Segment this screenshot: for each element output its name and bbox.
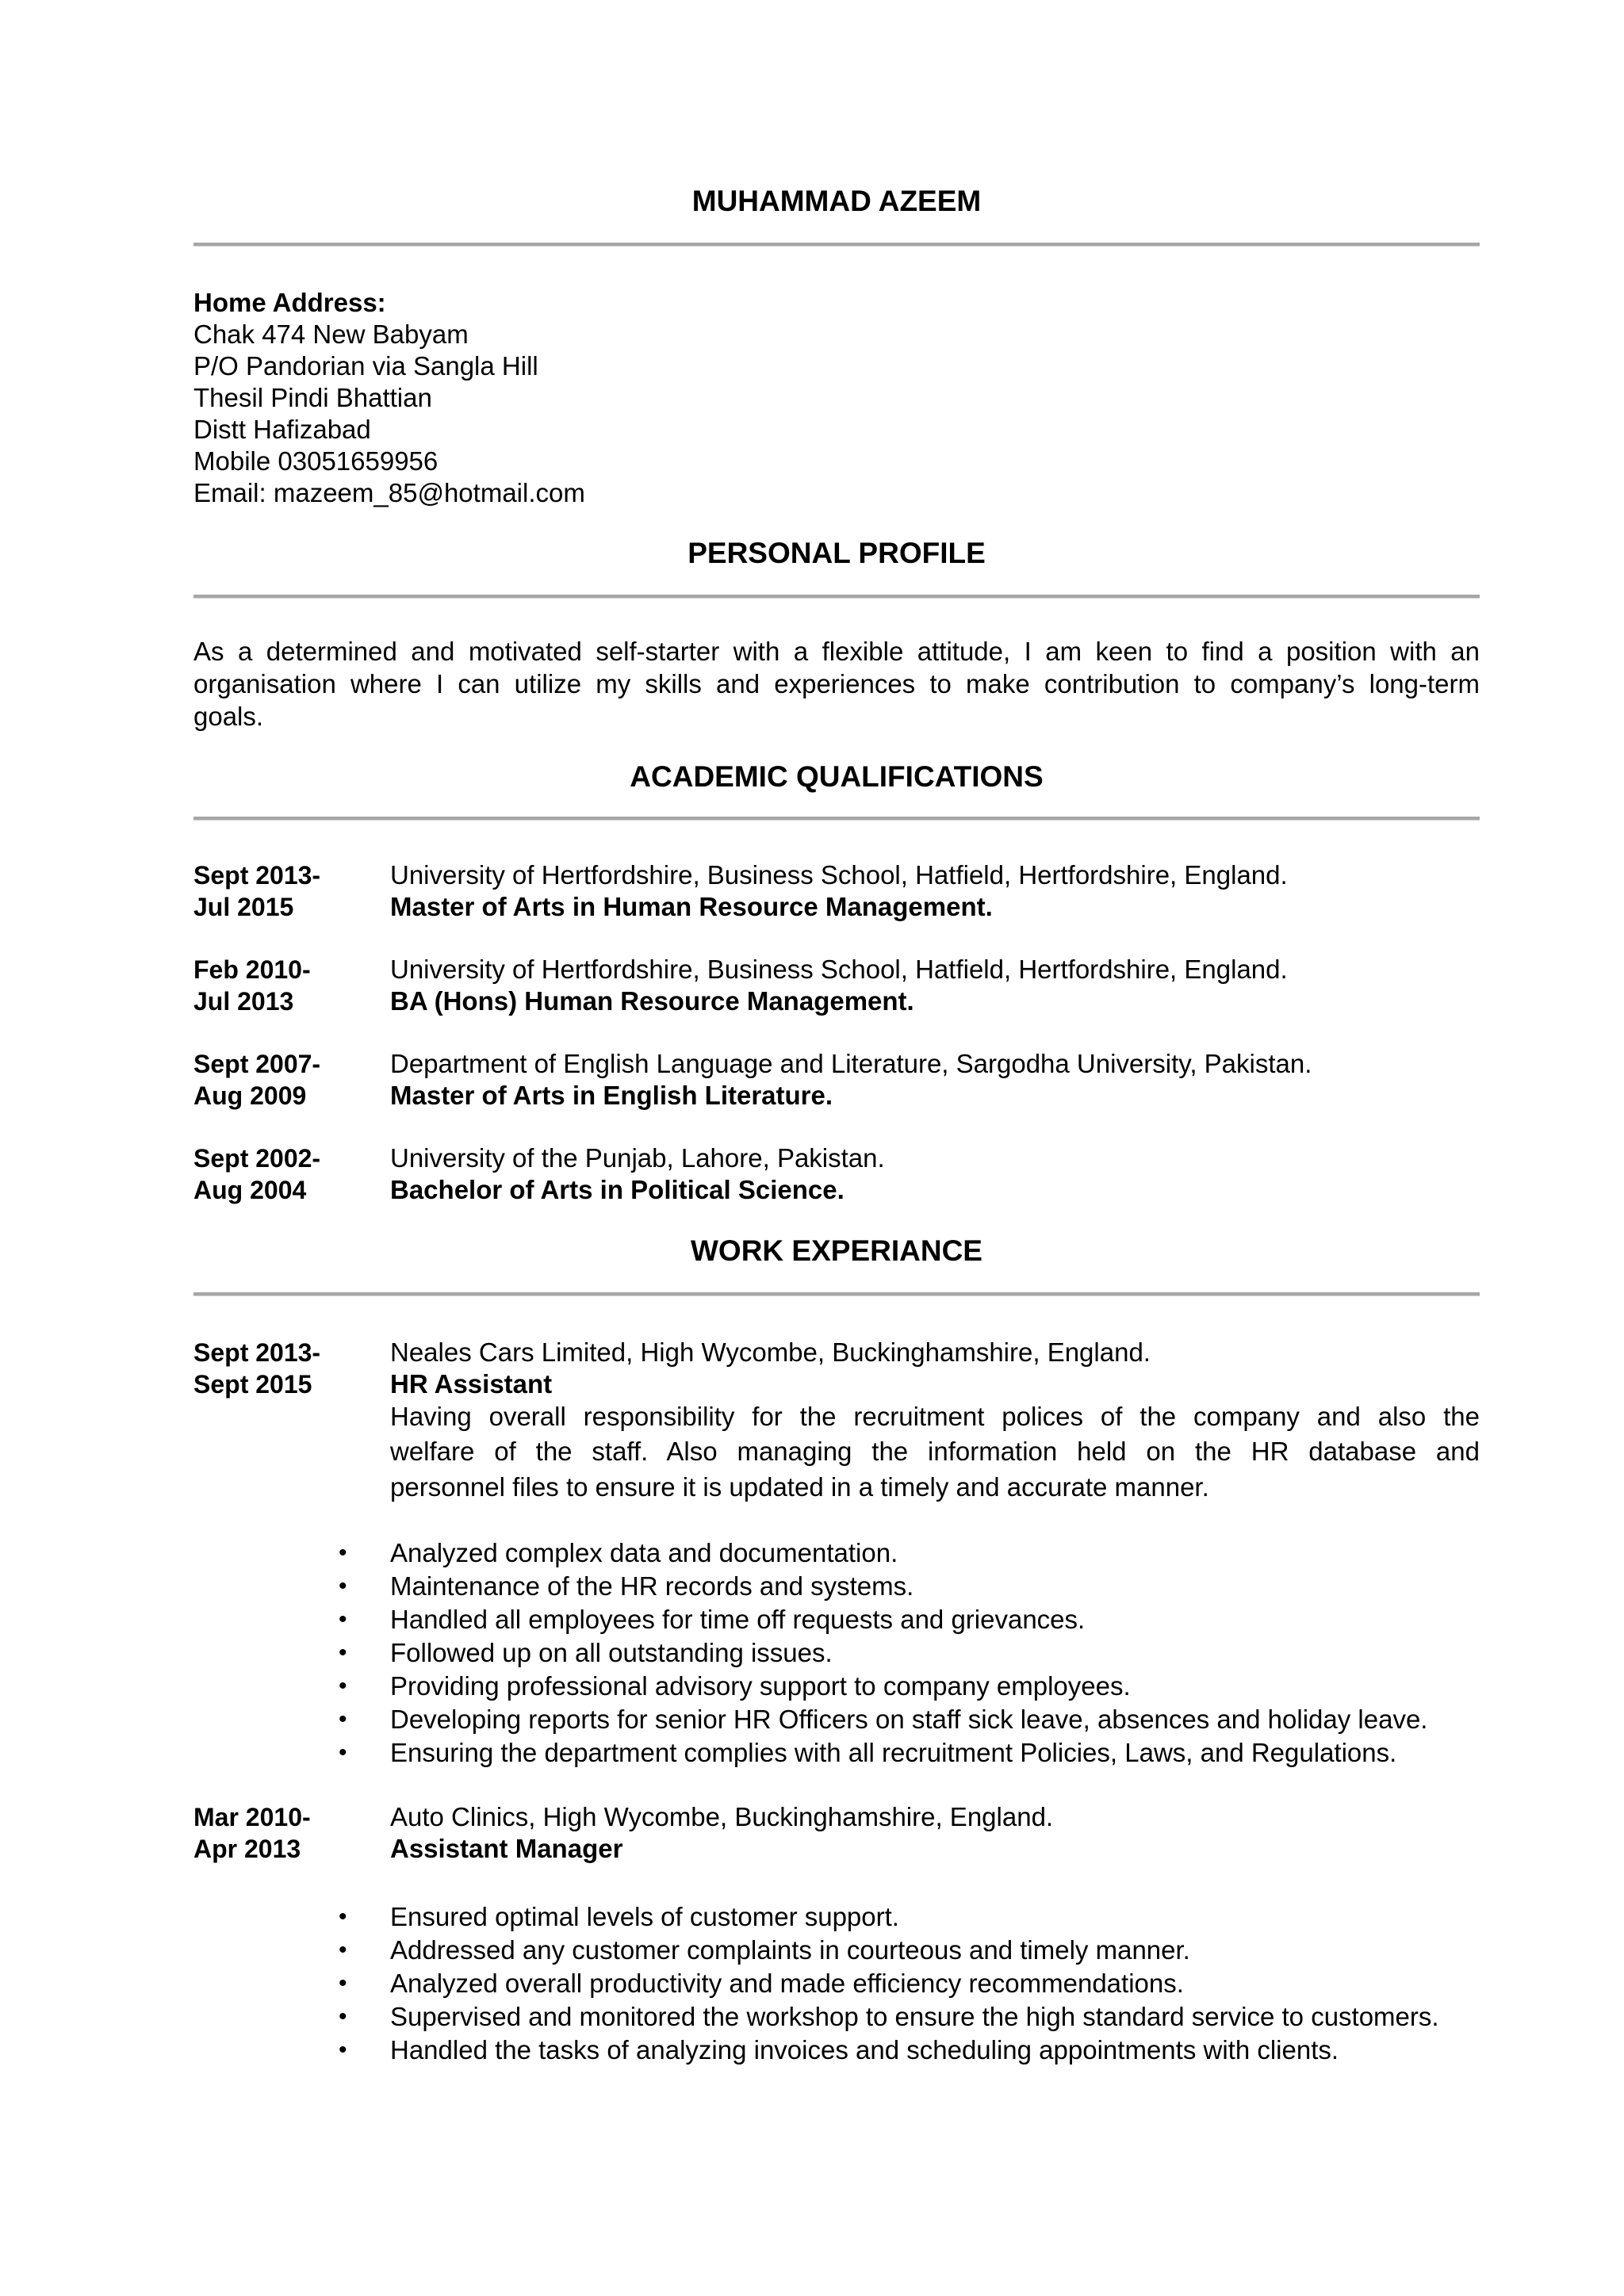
job-company: Auto Clinics, High Wycombe, Buckinghamshire, England. (390, 1802, 1054, 1831)
qualification-start-date: Sept 2002- (193, 1144, 321, 1173)
candidate-name: MUHAMMAD AZEEM (691, 185, 982, 217)
list-item: Ensured optimal levels of customer support. (390, 1902, 899, 1931)
qualification-end-date: Jul 2015 (193, 893, 294, 921)
profile-text-line: As a determined and motivated self-starter with a flexible attitude, I am keen to find a position with an (193, 637, 1480, 666)
bullet-icon: • (339, 2003, 347, 2030)
list-item: Supervised and monitored the workshop to ensure the high standard service to customers. (390, 2002, 1439, 2031)
qualification-degree: Bachelor of Arts in Political Science. (390, 1175, 845, 1204)
job-description-line: personnel files to ensure it is updated in a timely and accurate manner. (390, 1472, 1209, 1502)
list-item: Handled the tasks of analyzing invoices and scheduling appointments with clients. (390, 2035, 1339, 2064)
bullet-icon: • (339, 1937, 347, 1963)
list-item: Analyzed complex data and documentation. (390, 1538, 898, 1567)
list-item: Maintenance of the HR records and systems. (390, 1571, 914, 1601)
qualification-degree: BA (Hons) Human Resource Management. (390, 986, 914, 1016)
bullet-icon: • (339, 2037, 347, 2063)
qualification-end-date: Aug 2004 (193, 1176, 307, 1204)
bullet-icon: • (339, 1673, 347, 1699)
list-item: Ensuring the department complies with all recruitment Policies, Laws, and Regulations. (390, 1738, 1397, 1767)
qualification-end-date: Aug 2009 (193, 1081, 307, 1110)
section-heading-academic: ACADEMIC QUALIFICATIONS (630, 760, 1044, 793)
email-address: Email: mazeem_85@hotmail.com (193, 478, 585, 507)
job-start-date: Mar 2010- (193, 1803, 311, 1831)
bullet-icon: • (339, 1540, 347, 1566)
profile-text-line: goals. (193, 702, 264, 731)
job-end-date: Sept 2015 (193, 1370, 312, 1399)
qualification-institution: Department of English Language and Literature, Sargodha University, Pakistan. (390, 1049, 1312, 1078)
job-description-line: welfare of the staff. Also managing the information held on the HR database and (390, 1437, 1480, 1466)
qualification-institution: University of Hertfordshire, Business School, Hatfield, Hertfordshire, England. (390, 860, 1288, 890)
bullet-icon: • (339, 1640, 347, 1666)
section-heading-profile: PERSONAL PROFILE (688, 537, 986, 569)
bullet-icon: • (339, 1739, 347, 1766)
list-item: Providing professional advisory support to company employees. (390, 1671, 1131, 1701)
job-start-date: Sept 2013- (193, 1338, 321, 1367)
bullet-icon: • (339, 1904, 347, 1930)
section-heading-work: WORK EXPERIANCE (691, 1234, 982, 1267)
list-item: Analyzed overall productivity and made efficiency recommendations. (390, 1969, 1184, 1998)
qualification-institution: University of the Punjab, Lahore, Pakistan. (390, 1143, 885, 1173)
address-heading: Home Address: (193, 288, 386, 317)
job-company: Neales Cars Limited, High Wycombe, Buckinghamshire, England. (390, 1337, 1151, 1367)
qualification-degree: Master of Arts in Human Resource Management. (390, 892, 993, 921)
job-role: HR Assistant (390, 1369, 553, 1399)
qualification-degree: Master of Arts in English Literature. (390, 1081, 833, 1110)
qualification-institution: University of Hertfordshire, Business School, Hatfield, Hertfordshire, England. (390, 955, 1288, 984)
list-item: Handled all employees for time off requests and grievances. (390, 1605, 1086, 1634)
list-item: Developing reports for senior HR Officers on staff sick leave, absences and holiday leave. (390, 1705, 1428, 1734)
bullet-icon: • (339, 1970, 347, 1996)
divider (193, 595, 1480, 599)
job-description-line: Having overall responsibility for the recruitment polices of the company and also the (390, 1402, 1480, 1431)
qualification-start-date: Sept 2007- (193, 1050, 321, 1078)
qualification-start-date: Sept 2013- (193, 861, 321, 890)
bullet-icon: • (339, 1606, 347, 1632)
divider (193, 243, 1480, 247)
address-line: P/O Pandorian via Sangla Hill (193, 351, 538, 381)
qualification-end-date: Jul 2013 (193, 987, 294, 1016)
list-item: Addressed any customer complaints in courteous and timely manner. (390, 1935, 1190, 1965)
list-item: Followed up on all outstanding issues. (390, 1638, 833, 1667)
qualification-start-date: Feb 2010- (193, 955, 311, 984)
bullet-icon: • (339, 1573, 347, 1599)
address-line: Thesil Pindi Bhattian (193, 383, 432, 412)
mobile-number: Mobile 03051659956 (193, 446, 439, 476)
divider (193, 1292, 1480, 1296)
job-end-date: Apr 2013 (193, 1835, 301, 1863)
address-line: Distt Hafizabad (193, 415, 371, 444)
divider (193, 817, 1480, 821)
profile-text-line: organisation where I can utilize my skills and experiences to make contribution to company’s long-term (193, 669, 1480, 698)
address-line: Chak 474 New Babyam (193, 320, 469, 349)
job-role: Assistant Manager (390, 1834, 623, 1863)
bullet-icon: • (339, 1706, 347, 1732)
